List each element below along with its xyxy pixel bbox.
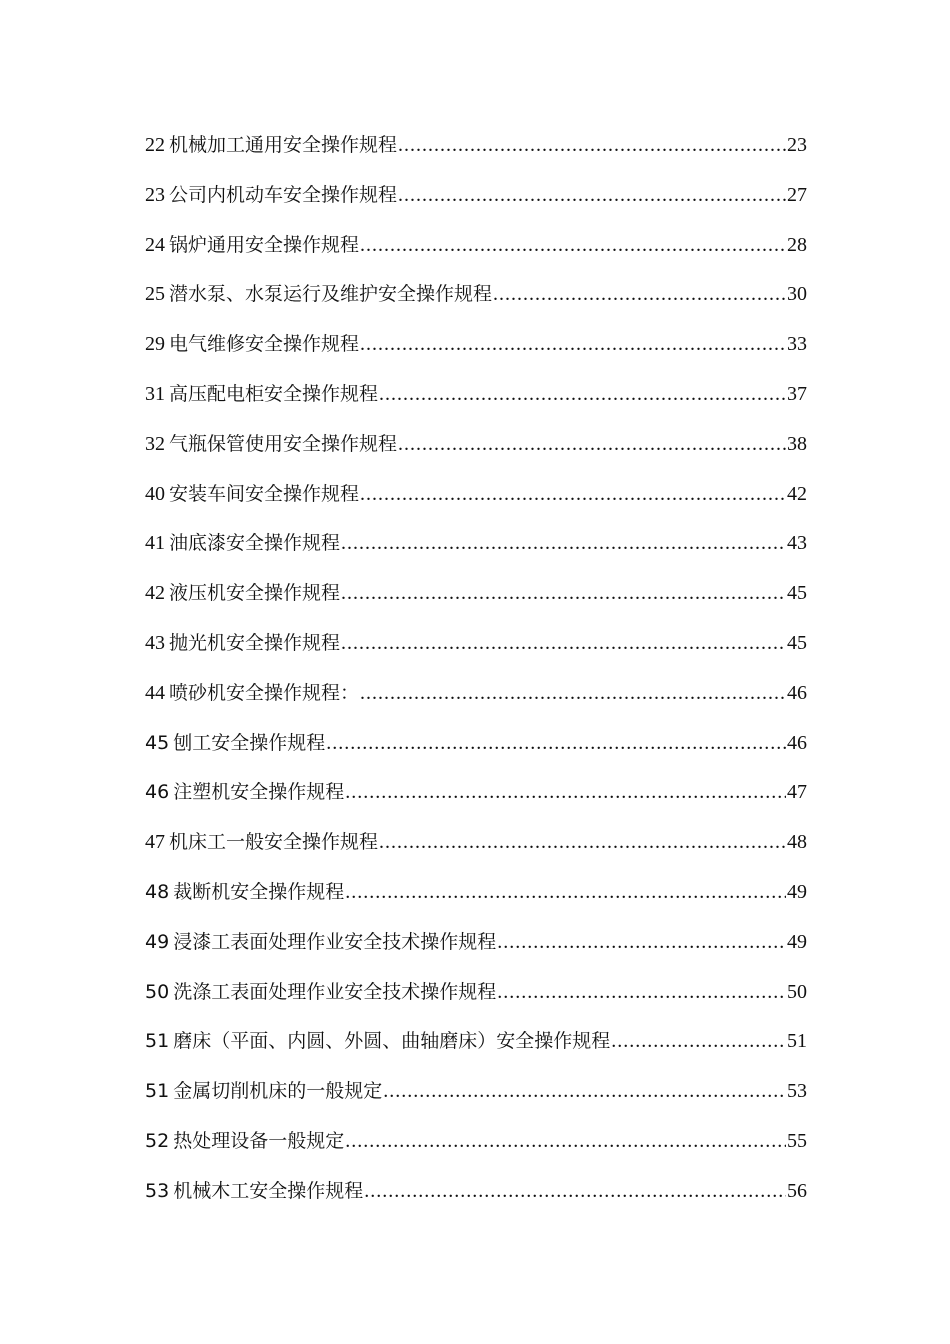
toc-entry-page: 49 [787,880,807,903]
dot-leader [341,582,786,605]
toc-entry-title: 刨工安全操作规程 [173,731,326,754]
dot-leader [493,283,786,306]
toc-entry[interactable] [145,578,807,628]
toc-entry-title: 磨床（平面、内圆、外圆、曲轴磨床）安全操作规程 [173,1030,611,1053]
toc-entry-number: 49 [145,930,170,953]
toc-entry-title: 机械木工安全操作规程 [173,1179,364,1202]
toc-entry-title: 喷砂机安全操作规程： [169,681,360,704]
toc-entry[interactable] [145,329,807,379]
toc-entry-number: 32 [145,432,165,455]
toc-entry-title: 浸漆工表面处理作业安全技术操作规程 [173,930,497,953]
toc-entry-number: 45 [145,731,170,754]
toc-entry-number: 44 [145,681,165,704]
dot-leader [383,1080,786,1103]
dot-leader [360,682,786,705]
toc-entry-page: 43 [787,532,807,555]
toc-entry-page: 46 [787,681,807,704]
toc-entry-number: 29 [145,333,165,356]
toc-entry-page: 45 [787,631,807,654]
toc-entry-page: 42 [787,482,807,505]
dot-leader [360,333,786,356]
toc-entry-page: 45 [787,582,807,605]
toc-entry-page: 30 [787,283,807,306]
toc-entry-page: 47 [787,781,807,804]
toc-entry-number: 22 [145,134,165,156]
toc-entry-number: 24 [145,233,165,256]
toc-entry[interactable] [145,927,807,977]
toc-entry-title: 洗涤工表面处理作业安全技术操作规程 [173,980,497,1003]
toc-entry-page: 33 [787,333,807,356]
toc-entry[interactable] [145,977,807,1027]
toc-entry[interactable] [145,230,807,280]
toc-entry-page: 50 [787,980,807,1003]
toc-entry-page: 55 [787,1129,807,1152]
toc-entry-page: 51 [787,1030,807,1053]
toc-entry-number: 42 [145,582,165,605]
toc-entry[interactable] [145,877,807,927]
toc-entry[interactable] [145,678,807,728]
dot-leader [345,1130,786,1153]
toc-entry-number: 51 [145,1030,170,1053]
toc-entry-title: 抛光机安全操作规程 [169,631,341,654]
toc-entry[interactable] [145,429,807,479]
dot-leader [398,433,786,456]
toc-entry-number: 46 [145,781,170,804]
toc-entry-page: 37 [787,382,807,405]
toc-entry-number: 50 [145,980,170,1003]
toc-entry-page: 46 [787,731,807,754]
toc-entry-page: 28 [787,233,807,256]
toc-entry[interactable] [145,130,807,180]
toc-entry-number: 31 [145,382,165,405]
dot-leader [398,134,786,157]
toc-entry[interactable] [145,1026,807,1076]
toc-entry-title: 电气维修安全操作规程 [169,333,360,356]
dot-leader [379,831,786,854]
toc-entry-page: 48 [787,831,807,854]
toc-entry-title: 气瓶保管使用安全操作规程 [169,432,398,455]
toc-entry[interactable] [145,1176,807,1226]
dot-leader [341,632,786,655]
toc-entry[interactable] [145,1076,807,1126]
toc-entry[interactable] [145,1126,807,1176]
dot-leader [379,383,786,406]
toc-entry[interactable] [145,379,807,429]
toc-entry[interactable] [145,279,807,329]
dot-leader [497,931,786,954]
table-of-contents [145,130,807,1226]
toc-entry[interactable] [145,628,807,678]
toc-entry-number: 43 [145,631,165,654]
toc-entry-title: 注塑机安全操作规程 [173,781,345,804]
toc-entry[interactable] [145,479,807,529]
toc-entry-number: 52 [145,1129,170,1152]
toc-entry-title: 机床工一般安全操作规程 [169,831,379,854]
toc-entry-title: 油底漆安全操作规程 [169,532,341,555]
toc-entry-title: 锅炉通用安全操作规程 [169,233,360,256]
dot-leader [345,781,786,804]
toc-entry[interactable] [145,528,807,578]
toc-entry-number: 25 [145,283,165,306]
toc-entry-title: 公司内机动车安全操作规程 [169,183,398,206]
dot-leader [345,881,786,904]
dot-leader [341,532,786,555]
dot-leader [360,234,786,257]
toc-entry-page: 53 [787,1080,807,1103]
toc-entry-number: 47 [145,831,165,854]
toc-entry-page: 27 [787,183,807,206]
toc-entry[interactable] [145,180,807,230]
toc-entry-title: 热处理设备一般规定 [173,1129,345,1152]
toc-entry-number: 41 [145,532,165,555]
toc-entry-title: 机械加工通用安全操作规程 [169,134,398,156]
dot-leader [611,1030,786,1053]
toc-entry[interactable] [145,827,807,877]
toc-entry-number: 51 [145,1080,170,1103]
toc-entry[interactable] [145,728,807,778]
dot-leader [497,981,786,1004]
toc-entry-page: 23 [787,134,807,156]
toc-entry-title: 潜水泵、水泵运行及维护安全操作规程 [169,283,493,306]
toc-entry-number: 48 [145,880,170,903]
toc-entry-number: 40 [145,482,165,505]
toc-entry-title: 安装车间安全操作规程 [169,482,360,505]
dot-leader [360,483,786,506]
dot-leader [364,1180,786,1203]
toc-entry-title: 液压机安全操作规程 [169,582,341,605]
toc-entry-number: 23 [145,183,165,206]
toc-entry-title: 高压配电柜安全操作规程 [169,382,379,405]
toc-entry-title: 裁断机安全操作规程 [173,880,345,903]
toc-entry-page: 38 [787,432,807,455]
toc-entry-page: 49 [787,930,807,953]
toc-entry-number: 53 [145,1179,170,1202]
toc-entry-page: 56 [787,1179,807,1202]
toc-entry-title: 金属切削机床的一般规定 [173,1080,383,1103]
toc-entry[interactable] [145,777,807,827]
dot-leader [326,732,786,755]
dot-leader [398,184,786,207]
